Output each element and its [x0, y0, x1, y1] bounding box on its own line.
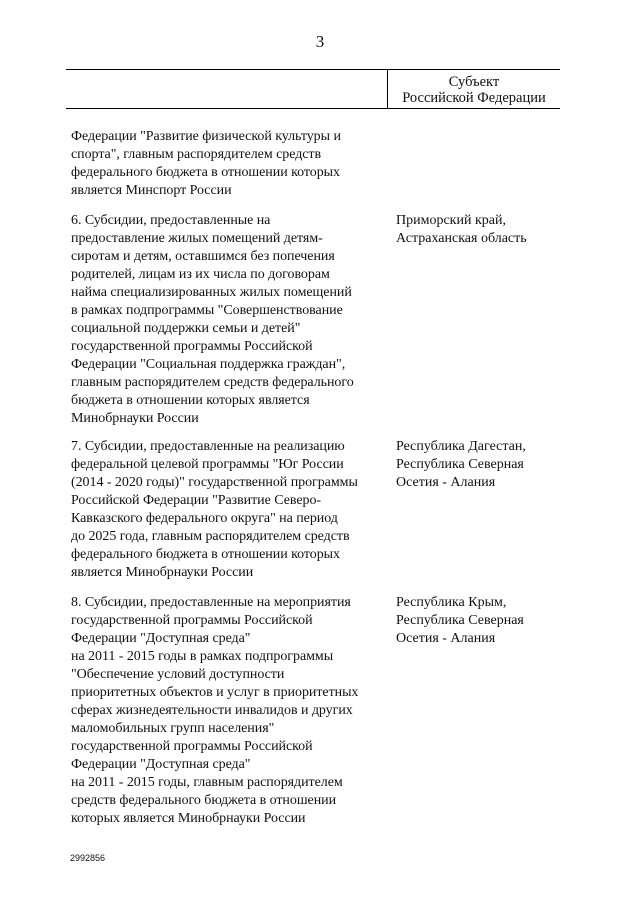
text-line: Российской Федерации "Развитие Северо-: [71, 493, 322, 508]
text-line: государственной программы Российской: [71, 613, 313, 628]
region-line: Осетия - Алания: [396, 475, 496, 490]
text-line: федеральной целевой программы "Юг России: [71, 457, 344, 472]
text-line: государственной программы Российской: [71, 339, 313, 354]
region-line: Астраханская область: [396, 231, 527, 246]
text-line: государственной программы Российской: [71, 739, 313, 754]
text-line: 6. Субсидии, предоставленные на: [71, 213, 271, 228]
text-line: сиротам и детям, оставшимся без попечения: [71, 249, 335, 264]
document-code: 2992856: [70, 853, 106, 863]
text-line: является Минспорт России: [71, 183, 232, 198]
text-line: Федерации "Доступная среда": [71, 757, 251, 772]
table-header: [66, 69, 560, 109]
text-line: средств федерального бюджета в отношении: [71, 793, 337, 808]
text-line: в рамках подпрограммы "Совершенствование: [71, 303, 343, 318]
text-line: Минобрнауки России: [71, 411, 199, 426]
subsidy-description: [71, 594, 391, 828]
text-line: федерального бюджета в отношении которых: [71, 547, 340, 562]
text-line: Федерации "Социальная поддержка граждан",: [71, 357, 346, 372]
text-line: до 2025 года, главным распорядителем средств: [71, 529, 350, 544]
text-line: маломобильных групп населения": [71, 721, 275, 736]
text-line: Кавказского федерального округа" на период: [71, 511, 338, 526]
text-line: на 2011 - 2015 годы в рамках подпрограммы: [71, 649, 334, 664]
subject-regions: [396, 594, 566, 648]
header-subject-line: Субъект: [448, 74, 500, 90]
text-line: 7. Субсидии, предоставленные на реализацию: [71, 439, 345, 454]
region-line: Осетия - Алания: [396, 631, 496, 646]
text-line: федерального бюджета в отношении которых: [71, 165, 340, 180]
text-line: 8. Субсидии, предоставленные на мероприятия: [71, 595, 351, 610]
text-line: бюджета в отношении которых является: [71, 393, 310, 408]
text-line: предоставление жилых помещений детям-: [71, 231, 323, 246]
region-line: Республика Северная: [396, 457, 524, 472]
text-line: спорта", главным распорядителем средств: [71, 147, 322, 162]
region-line: Республика Северная: [396, 613, 524, 628]
text-line: родителей, лицам из их числа по договорам: [71, 267, 330, 282]
text-line: главным распорядителем средств федерального: [71, 375, 354, 390]
page-number: 3: [315, 32, 325, 51]
subject-regions: [396, 438, 566, 492]
region-line: Приморский край,: [396, 213, 506, 228]
subsidy-description: [71, 128, 391, 200]
text-line: "Обеспечение условий доступности: [71, 667, 285, 682]
text-line: Федерации "Развитие физической культуры и: [71, 129, 341, 144]
text-line: сферах жизнедеятельности инвалидов и других: [71, 703, 353, 718]
text-line: которых является Минобрнауки России: [71, 811, 306, 826]
text-line: Федерации "Доступная среда": [71, 631, 251, 646]
text-line: является Минобрнауки России: [71, 565, 254, 580]
text-line: (2014 - 2020 годы)" государственной программы: [71, 475, 358, 490]
text-line: найма специализированных жилых помещений: [71, 285, 352, 300]
subsidy-description: [71, 212, 391, 428]
subject-regions: [396, 212, 566, 248]
subsidy-description: [71, 438, 391, 582]
text-line: приоритетных объектов и услуг в приоритетных: [71, 685, 359, 700]
header-subject-column: [388, 74, 560, 106]
region-line: Республика Дагестан,: [396, 439, 526, 454]
text-line: социальной поддержки семьи и детей": [71, 321, 301, 336]
region-line: Республика Крым,: [396, 595, 507, 610]
header-subject-line: Российской Федерации: [402, 90, 546, 106]
text-line: на 2011 - 2015 годы, главным распорядителем: [71, 775, 343, 790]
